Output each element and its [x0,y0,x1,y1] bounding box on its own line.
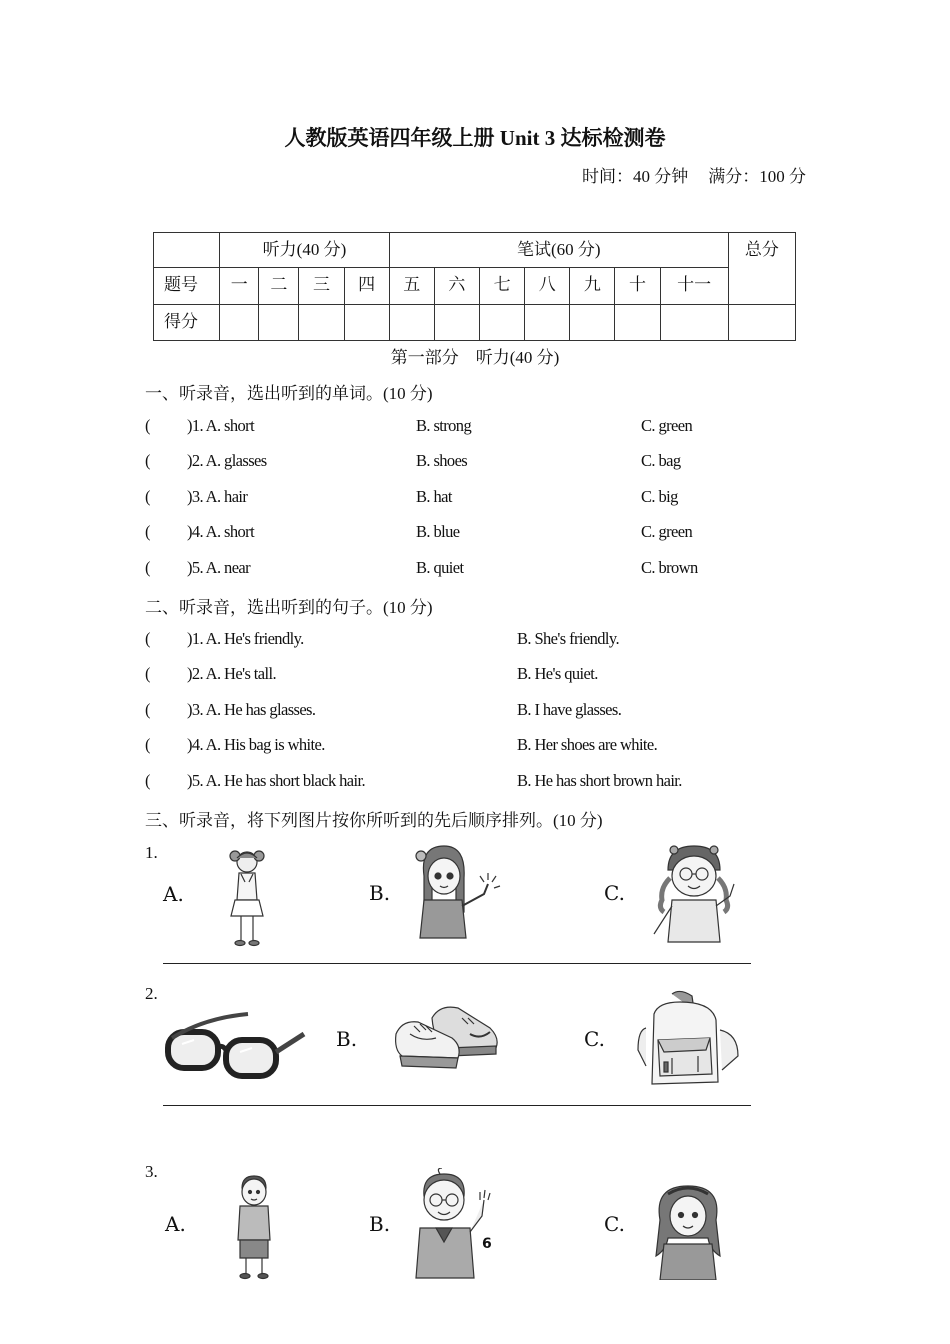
option-c: C. green [641,522,693,541]
boy-short-hair-image [230,1172,278,1280]
number-cell: 二 [259,268,299,304]
picture-label-a: A. [165,1212,186,1236]
option-a: )5. A. near [187,558,251,577]
number-cell: 八 [525,268,570,304]
score-cell[interactable] [344,304,389,340]
answer-bracket[interactable]: ( [145,735,150,754]
answer-line[interactable] [163,1105,751,1106]
option-b: B. He has short brown hair. [517,771,682,790]
option-a: )2. A. glasses [187,451,267,470]
number-cell: 十一 [660,268,728,304]
answer-bracket[interactable]: ( [145,664,150,683]
option-b: B. He's quiet. [517,664,598,683]
number-cell: 五 [389,268,434,304]
group-number: 3. [145,1162,158,1181]
option-a: )4. A. short [187,522,255,541]
picture-label-c: C. [604,881,625,905]
option-a: )2. A. He's tall. [187,664,277,683]
total-header: 总分 [728,233,795,305]
score-cell[interactable] [434,304,479,340]
section-title: 三、听录音，将下列图片按你所听到的先后顺序排列。(10 分) [145,811,603,830]
row-number-label: 题号 [154,268,220,304]
picture-label-c: C. [604,1212,625,1236]
number-cell: 九 [570,268,615,304]
picture-label-b: B. [336,1027,358,1051]
writing-header: 笔试(60 分) [389,233,728,268]
option-a: )3. A. He has glasses. [187,700,316,719]
option-c: C. green [641,416,693,435]
option-b: B. blue [416,522,460,541]
girl-pigtails-shy-image [222,842,272,948]
page-title: 人教版英语四年级上册 Unit 3 达标检测卷 [284,126,666,150]
score-cell[interactable] [480,304,525,340]
option-c: C. bag [641,451,681,470]
answer-bracket[interactable]: ( [145,451,150,470]
time-limit: 时间：40 分钟 [582,167,689,186]
part-header: 第一部分 听力(40 分) [390,348,560,367]
option-a: )3. A. hair [187,487,248,506]
answer-bracket[interactable]: ( [145,558,150,577]
score-table [153,232,796,341]
number-cell: 三 [299,268,344,304]
score-cell[interactable] [389,304,434,340]
option-b: B. strong [416,416,472,435]
score-cell[interactable] [299,304,344,340]
score-cell[interactable] [660,304,728,340]
option-a: )5. A. He has short black hair. [187,771,365,790]
number-six-text: 6 [482,1236,492,1252]
option-b: B. Her shoes are white. [517,735,658,754]
score-cell[interactable] [259,304,299,340]
exam-info [582,162,806,187]
glasses-image [164,1010,310,1082]
group-number: 1. [145,843,158,862]
score-table-blank [154,233,220,268]
answer-line[interactable] [163,963,751,964]
score-cell[interactable] [615,304,660,340]
girl-waving-image [410,838,502,944]
number-cell: 十 [615,268,660,304]
row-score-label: 得分 [154,304,220,340]
option-a: )1. A. He's friendly. [187,629,304,648]
full-score: 满分：100 分 [708,167,806,186]
picture-label-a: A. [163,882,184,906]
answer-bracket[interactable]: ( [145,487,150,506]
boy-glasses-six-image [412,1168,496,1280]
answer-bracket[interactable]: ( [145,416,150,435]
number-cell: 七 [480,268,525,304]
number-cell: 四 [344,268,389,304]
girl-long-hair-image [650,1180,726,1280]
picture-label-c: C. [584,1027,605,1051]
option-a: )1. A. short [187,416,255,435]
listening-header: 听力(40 分) [220,233,390,268]
shoes-image [392,994,502,1080]
picture-label-b: B. [369,1212,391,1236]
option-b: B. She's friendly. [517,629,620,648]
score-cell[interactable] [728,304,795,340]
group-number: 2. [145,984,158,1003]
option-b: B. I have glasses. [517,700,622,719]
answer-bracket[interactable]: ( [145,700,150,719]
number-cell: 六 [434,268,479,304]
section-title: 二、听录音，选出听到的句子。(10 分) [145,598,433,617]
option-b: B. hat [416,487,452,506]
picture-label-b: B. [369,881,391,905]
score-cell[interactable] [570,304,615,340]
option-a: )4. A. His bag is white. [187,735,325,754]
option-c: C. big [641,487,678,506]
option-c: C. brown [641,558,698,577]
option-b: B. shoes [416,451,468,470]
section-title: 一、听录音，选出听到的单词。(10 分) [145,384,433,403]
backpack-image [624,990,742,1088]
answer-bracket[interactable]: ( [145,771,150,790]
answer-bracket[interactable]: ( [145,522,150,541]
number-cell: 一 [220,268,259,304]
score-cell[interactable] [220,304,259,340]
girl-braids-glasses-image [648,838,740,948]
option-b: B. quiet [416,558,464,577]
answer-bracket[interactable]: ( [145,629,150,648]
score-cell[interactable] [525,304,570,340]
